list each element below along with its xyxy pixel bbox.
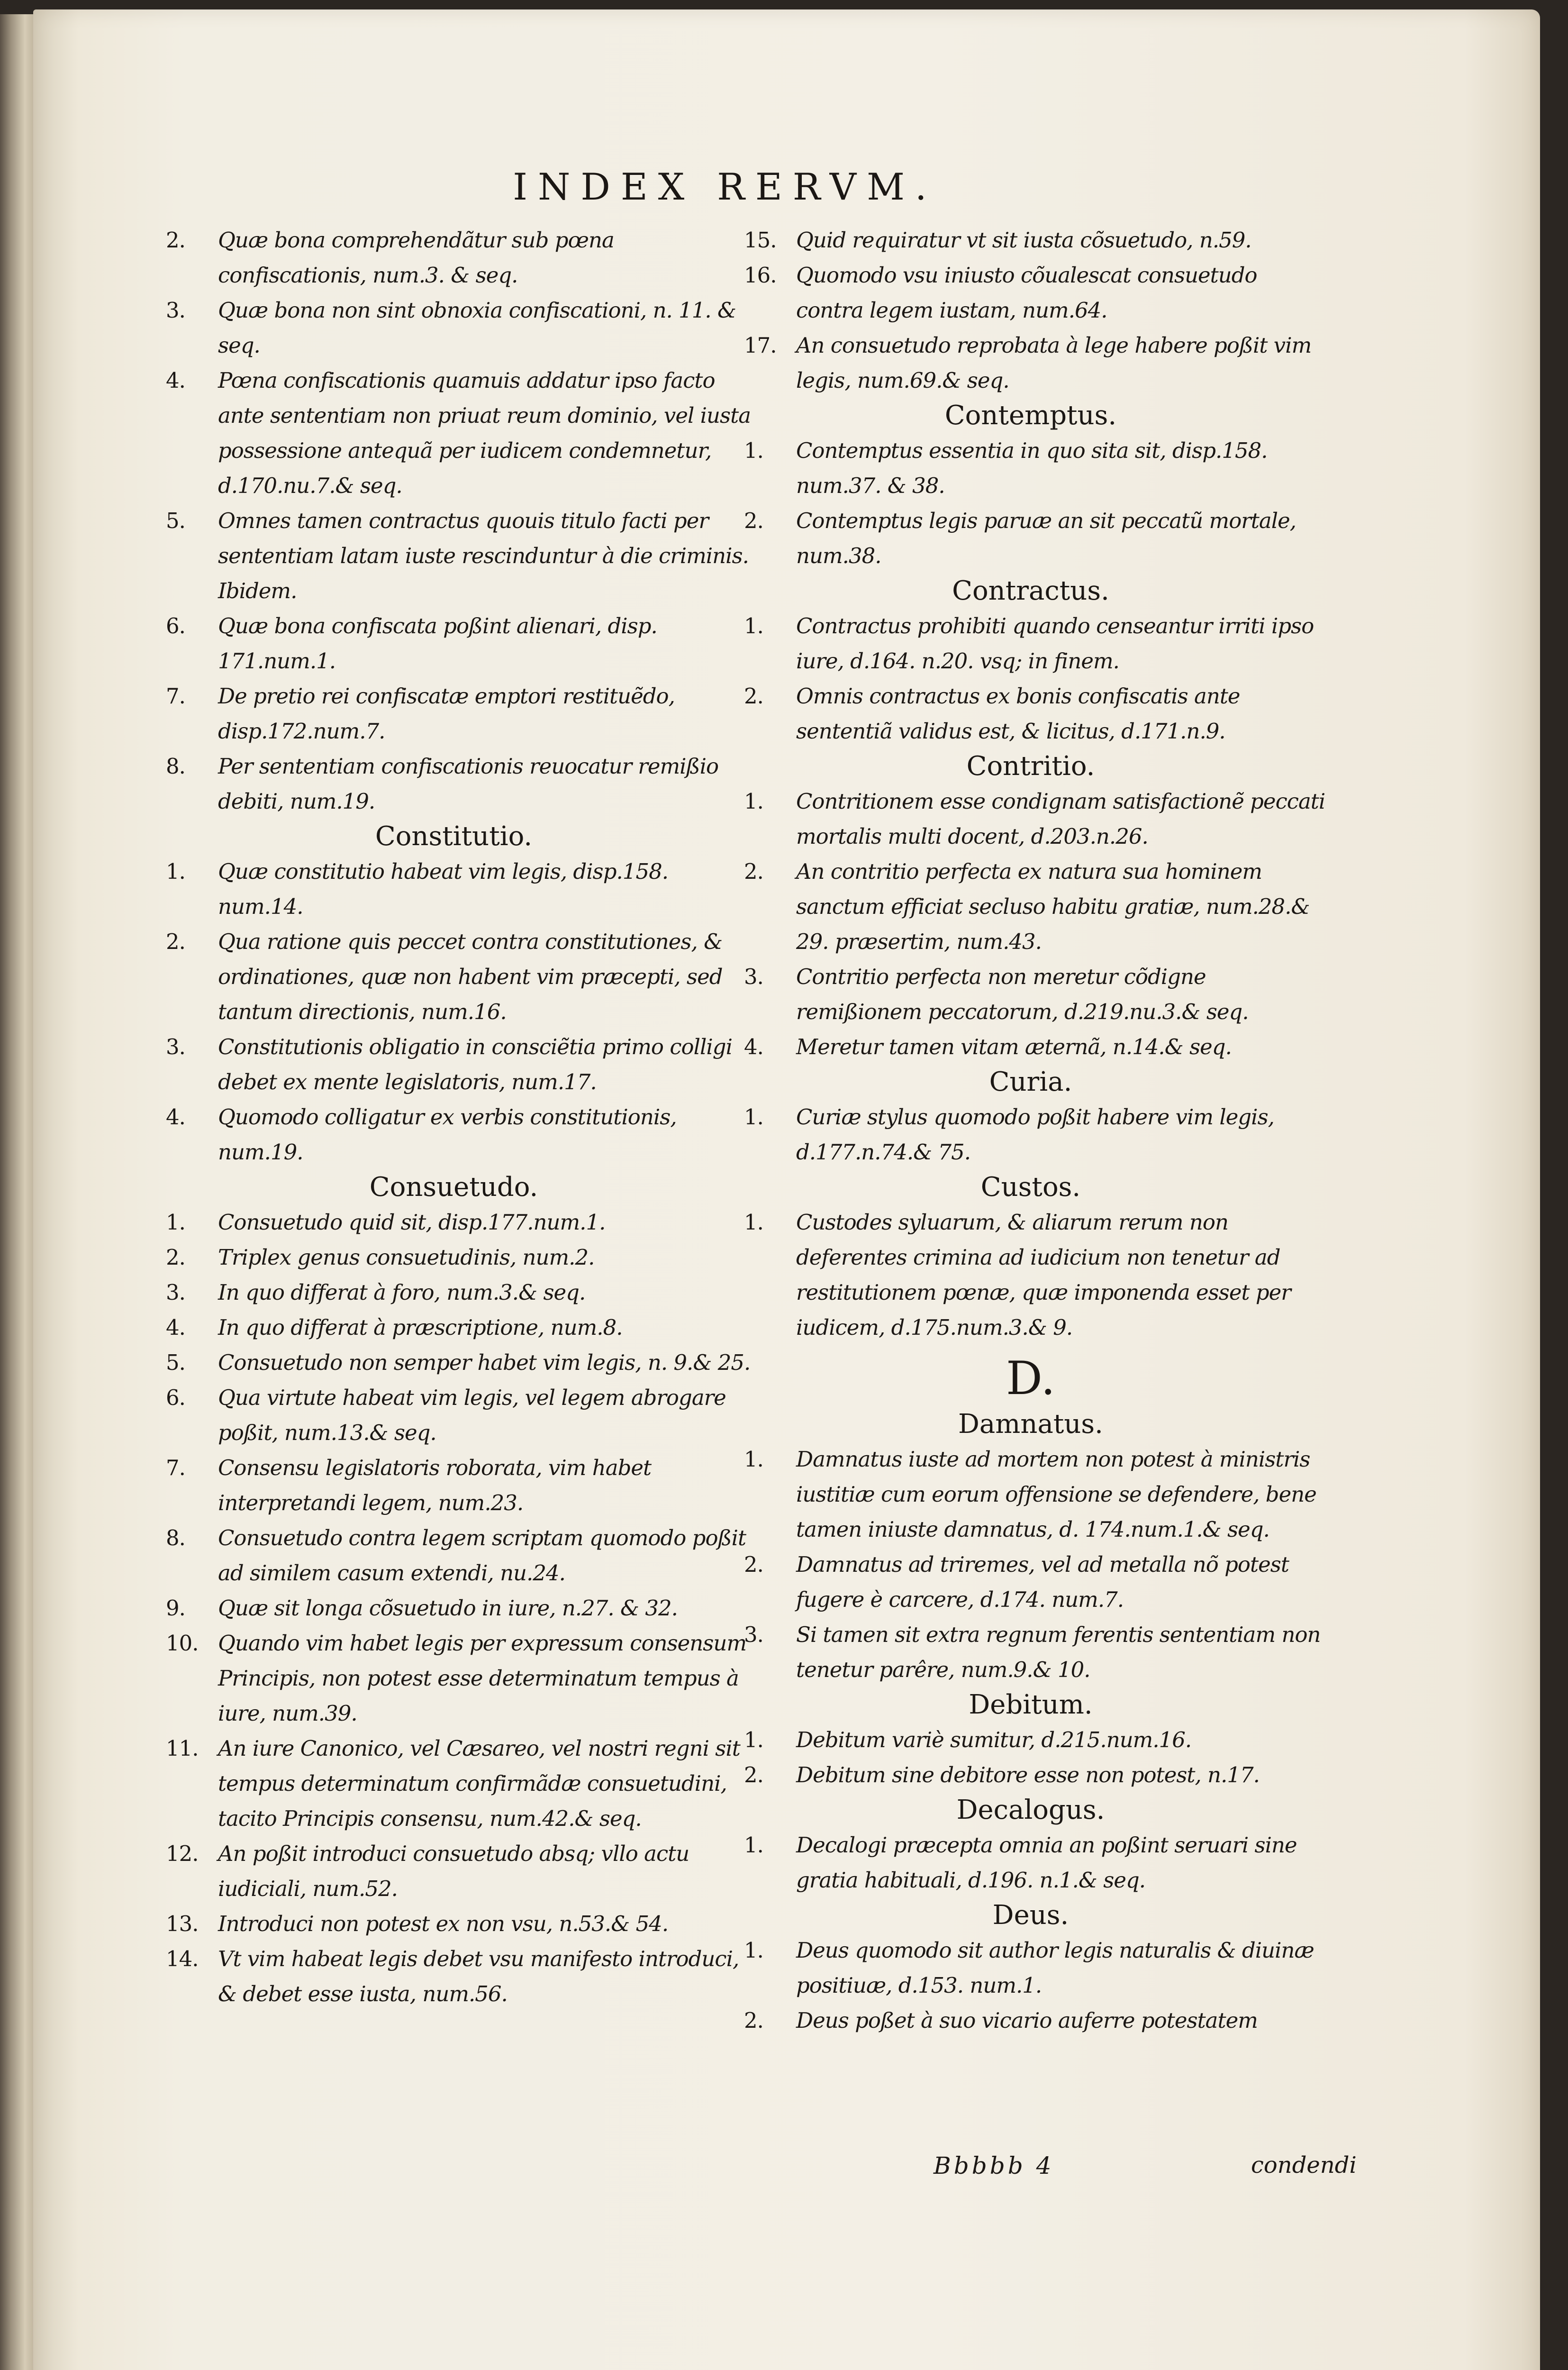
section-heading: Curia. xyxy=(989,1066,1072,1097)
index-entry xyxy=(734,328,1327,398)
entry-text: Meretur tamen vitam æternã, n.14.& seq. xyxy=(796,1034,1232,1059)
entry-text: Quæ bona comprehendãtur sub pœna confiscationis, num.3. & seq. xyxy=(218,228,614,288)
entry-text: Damnatus ad triremes, vel ad metalla nõ potest fugere è carcere, d.174. num.7. xyxy=(796,1552,1289,1612)
index-entry xyxy=(734,1547,1327,1617)
entry-text: Introduci non potest ex non vsu, n.53.& 54. xyxy=(218,1911,669,1936)
index-entry xyxy=(734,1933,1327,2003)
entry-text: An iure Canonico, vel Cæsareo, vel nostri regni sit tempus determinatum confirmãdæ consuetudini, tacito Principis consensu, num.42.& seq. xyxy=(218,1736,740,1831)
entry-number: 12. xyxy=(166,1841,199,1866)
index-entry xyxy=(734,1758,1327,1793)
entry-text: Contemptus legis paruæ an sit peccatũ mortale, num.38. xyxy=(796,508,1296,568)
entry-text: Curiæ stylus quomodo poßit habere vim legis, d.177.n.74.& 75. xyxy=(796,1104,1274,1165)
entry-text: Omnes tamen contractus quouis titulo facti per sententiam latam iuste rescinduntur à die criminis. Ibidem. xyxy=(218,508,749,603)
entry-number: 1. xyxy=(744,1104,763,1130)
entry-text: An consuetudo reprobata à lege habere poßit vim legis, num.69.& seq. xyxy=(796,333,1312,393)
entry-number: 3. xyxy=(166,298,185,323)
index-entry xyxy=(156,1380,751,1450)
section-heading: Contractus. xyxy=(952,575,1109,606)
index-entry xyxy=(156,1345,751,1380)
entry-text: Contritio perfecta non meretur cõdigne remißionem peccatorum, d.219.nu.3.& seq. xyxy=(796,964,1249,1024)
entry-text: Constitutionis obligatio in consciẽtia primo colligi debet ex mente legislatoris, num.17. xyxy=(218,1034,732,1094)
index-entry xyxy=(156,1942,751,2012)
section-heading: Damnatus. xyxy=(958,1409,1103,1440)
section-heading: Contemptus. xyxy=(944,400,1117,431)
entry-number: 4. xyxy=(166,368,185,393)
index-entry xyxy=(734,1100,1327,1170)
index-entry xyxy=(734,1723,1327,1758)
entry-text: De pretio rei confiscatæ emptori restituẽdo, disp.172.num.7. xyxy=(218,684,675,744)
entry-text: Quæ constitutio habeat vim legis, disp.158. num.14. xyxy=(218,859,669,919)
entry-text: Consuetudo quid sit, disp.177.num.1. xyxy=(218,1210,606,1235)
index-entry xyxy=(734,1617,1327,1687)
entry-text: In quo differat à foro, num.3.& seq. xyxy=(218,1280,586,1305)
entry-number: 2. xyxy=(166,1245,185,1270)
entry-text: Qua ratione quis peccet contra constitutiones, & ordinationes, quæ non habent vim præcepti, sed tantum directionis, num.16. xyxy=(218,929,723,1024)
section-heading: Constitutio. xyxy=(375,821,533,852)
entry-number: 4. xyxy=(166,1315,185,1340)
section-heading: Custos. xyxy=(980,1172,1081,1203)
index-entry xyxy=(156,223,751,293)
entry-number: 5. xyxy=(166,508,185,533)
entry-number: 1. xyxy=(744,1938,763,1963)
entry-number: 1. xyxy=(744,613,763,638)
entry-text: Custodes syluarum, & aliarum rerum non deferentes crimina ad iudicium non tenetur ad restitutionem pœnæ, quæ imponenda esset per iudicem, d.175.num.3.& 9. xyxy=(796,1210,1291,1340)
entry-number: 6. xyxy=(166,613,185,638)
section-heading: Decalogus. xyxy=(956,1795,1105,1825)
entry-text: Si tamen sit extra regnum ferentis sententiam non tenetur parêre, num.9.& 10. xyxy=(796,1622,1321,1682)
entry-number: 2. xyxy=(744,1762,763,1787)
entry-text: Consuetudo non semper habet vim legis, n. 9.& 25. xyxy=(218,1350,751,1375)
entry-number: 1. xyxy=(166,1210,185,1235)
entry-text: Qua virtute habeat vim legis, vel legem abrogare poßit, num.13.& seq. xyxy=(218,1385,726,1445)
entry-number: 13. xyxy=(166,1911,199,1936)
index-entry xyxy=(156,293,751,363)
index-entry xyxy=(734,503,1327,574)
entry-number: 2. xyxy=(744,508,763,533)
index-entry xyxy=(156,1310,751,1345)
entry-text: Pœna confiscationis quamuis addatur ipso facto ante sententiam non priuat reum dominio, vel iusta possessione antequã per iudicem condemnetur, d.170.nu.7.& seq. xyxy=(218,368,751,498)
entry-text: Decalogi præcepta omnia an poßint seruari sine gratia habituali, d.196. n.1.& seq. xyxy=(796,1832,1297,1893)
index-column-left xyxy=(156,223,751,2012)
index-entry xyxy=(156,1906,751,1942)
section-heading: Contritio. xyxy=(966,751,1095,782)
entry-text: Vt vim habeat legis debet vsu manifesto introduci, & debet esse iusta, num.56. xyxy=(218,1946,739,2006)
index-entry xyxy=(734,609,1327,679)
entry-number: 8. xyxy=(166,1525,185,1550)
entry-text: An poßit introduci consuetudo absq; vllo actu iudiciali, num.52. xyxy=(218,1841,689,1901)
index-entry xyxy=(734,854,1327,959)
entry-number: 2. xyxy=(744,1552,763,1577)
entry-number: 3. xyxy=(744,964,763,989)
entry-number: 11. xyxy=(166,1736,199,1761)
index-column-right xyxy=(734,223,1327,2038)
index-entry xyxy=(156,924,751,1030)
index-entry xyxy=(156,503,751,609)
index-entry xyxy=(734,679,1327,749)
entry-number: 8. xyxy=(166,754,185,779)
index-entry xyxy=(734,433,1327,503)
index-entry xyxy=(156,1591,751,1626)
entry-text: Quid requiratur vt sit iusta cõsuetudo, n.59. xyxy=(796,228,1251,253)
index-entry xyxy=(156,609,751,679)
entry-text: Consensu legislatoris roborata, vim habet interpretandi legem, num.23. xyxy=(218,1455,652,1515)
index-entry xyxy=(156,854,751,924)
entry-text: Quæ sit longa cõsuetudo in iure, n.27. & 32. xyxy=(218,1595,678,1621)
entry-text: Deus poßet à suo vicario auferre potestatem xyxy=(796,2008,1258,2033)
section-heading: Debitum. xyxy=(969,1689,1093,1720)
entry-number: 2. xyxy=(166,228,185,253)
entry-text: An contritio perfecta ex natura sua hominem sanctum efficiat secluso habitu gratiæ, num.28.& 29. præsertim, num.43. xyxy=(796,859,1310,954)
entry-number: 2. xyxy=(166,929,185,954)
entry-number: 3. xyxy=(166,1280,185,1305)
index-entry xyxy=(156,1521,751,1591)
entry-number: 5. xyxy=(166,1350,185,1375)
entry-text: In quo differat à præscriptione, num.8. xyxy=(218,1315,623,1340)
index-entry xyxy=(156,1836,751,1906)
index-entry xyxy=(156,1275,751,1310)
entry-number: 1. xyxy=(744,438,763,463)
index-entry xyxy=(156,1731,751,1836)
index-entry xyxy=(156,679,751,749)
entry-number: 2. xyxy=(744,684,763,709)
index-entry xyxy=(156,749,751,819)
index-entry xyxy=(156,1100,751,1170)
entry-number: 1. xyxy=(744,1727,763,1752)
index-entry xyxy=(734,1205,1327,1345)
entry-number: 3. xyxy=(744,1622,763,1647)
index-entry xyxy=(734,1828,1327,1898)
entry-number: 1. xyxy=(166,859,185,884)
entry-number: 4. xyxy=(166,1104,185,1130)
index-entry xyxy=(734,1030,1327,1065)
entry-text: Per sententiam confiscationis reuocatur remißio debiti, num.19. xyxy=(218,754,719,814)
entry-text: Damnatus iuste ad mortem non potest à ministris iustitiæ cum eorum offensione se defendere, bene tamen iniuste damnatus, d. 174.num.1.& seq. xyxy=(796,1447,1316,1542)
entry-text: Contritionem esse condignam satisfactionẽ peccati mortalis multi docent, d.203.n.26. xyxy=(796,789,1325,849)
entry-number: 10. xyxy=(166,1631,199,1656)
index-entry xyxy=(156,363,751,503)
index-entry xyxy=(156,1450,751,1521)
entry-number: 6. xyxy=(166,1385,185,1410)
entry-number: 7. xyxy=(166,1455,185,1480)
index-entry xyxy=(734,223,1327,258)
entry-number: 1. xyxy=(744,1210,763,1235)
entry-number: 2. xyxy=(744,2008,763,2033)
entry-text: Deus quomodo sit author legis naturalis & diuinæ positiuæ, d.153. num.1. xyxy=(796,1938,1314,1998)
entry-number: 3. xyxy=(166,1034,185,1059)
entry-text: Omnis contractus ex bonis confiscatis ante sententiã validus est, & licitus, d.171.n.9. xyxy=(796,684,1240,744)
index-entry xyxy=(156,1030,751,1100)
index-entry xyxy=(156,1205,751,1240)
entry-number: 14. xyxy=(166,1946,199,1971)
index-entry xyxy=(734,959,1327,1030)
entry-text: Quomodo colligatur ex verbis constitutionis, num.19. xyxy=(218,1104,677,1165)
entry-number: 4. xyxy=(744,1034,763,1059)
entry-text: Debitum variè sumitur, d.215.num.16. xyxy=(796,1727,1192,1752)
index-entry xyxy=(734,784,1327,854)
entry-text: Contractus prohibiti quando censeantur irriti ipso iure, d.164. n.20. vsq; in finem. xyxy=(796,613,1314,674)
running-header: INDEX RERVM. xyxy=(513,166,937,209)
index-entry xyxy=(734,2003,1327,2038)
facing-page-edge xyxy=(0,14,36,2370)
entry-number: 1. xyxy=(744,1832,763,1858)
entry-number: 1. xyxy=(744,789,763,814)
entry-number: 17. xyxy=(744,333,777,358)
index-entry xyxy=(156,1240,751,1275)
entry-text: Debitum sine debitore esse non potest, n.17. xyxy=(796,1762,1260,1787)
entry-text: Quæ bona non sint obnoxia confiscationi, n. 11. & seq. xyxy=(218,298,736,358)
entry-text: Consuetudo contra legem scriptam quomodo poßit ad similem casum extendi, nu.24. xyxy=(218,1525,746,1586)
signature-mark: Bbbbb 4 xyxy=(934,2152,1054,2179)
entry-number: 1. xyxy=(744,1447,763,1472)
entry-number: 2. xyxy=(744,859,763,884)
section-heading: Consuetudo. xyxy=(369,1172,538,1203)
entry-number: 7. xyxy=(166,684,185,709)
index-entry xyxy=(734,1442,1327,1547)
index-entry xyxy=(734,258,1327,328)
entry-number: 9. xyxy=(166,1595,185,1621)
entry-text: Contemptus essentia in quo sita sit, disp.158. num.37. & 38. xyxy=(796,438,1268,498)
entry-number: 15. xyxy=(744,228,777,253)
entry-text: Quæ bona confiscata poßint alienari, disp. 171.num.1. xyxy=(218,613,657,674)
section-letter: D. xyxy=(1006,1352,1056,1405)
section-heading: Deus. xyxy=(992,1900,1069,1931)
index-entry xyxy=(156,1626,751,1731)
catchword: condendi xyxy=(1251,2152,1357,2179)
entry-text: Quando vim habet legis per expressum consensum Principis, non potest esse determinatum tempus à iure, num.39. xyxy=(218,1631,747,1726)
entry-text: Quomodo vsu iniusto cõualescat consuetudo contra legem iustam, num.64. xyxy=(796,263,1257,323)
entry-number: 16. xyxy=(744,263,777,288)
entry-text: Triplex genus consuetudinis, num.2. xyxy=(218,1245,595,1270)
